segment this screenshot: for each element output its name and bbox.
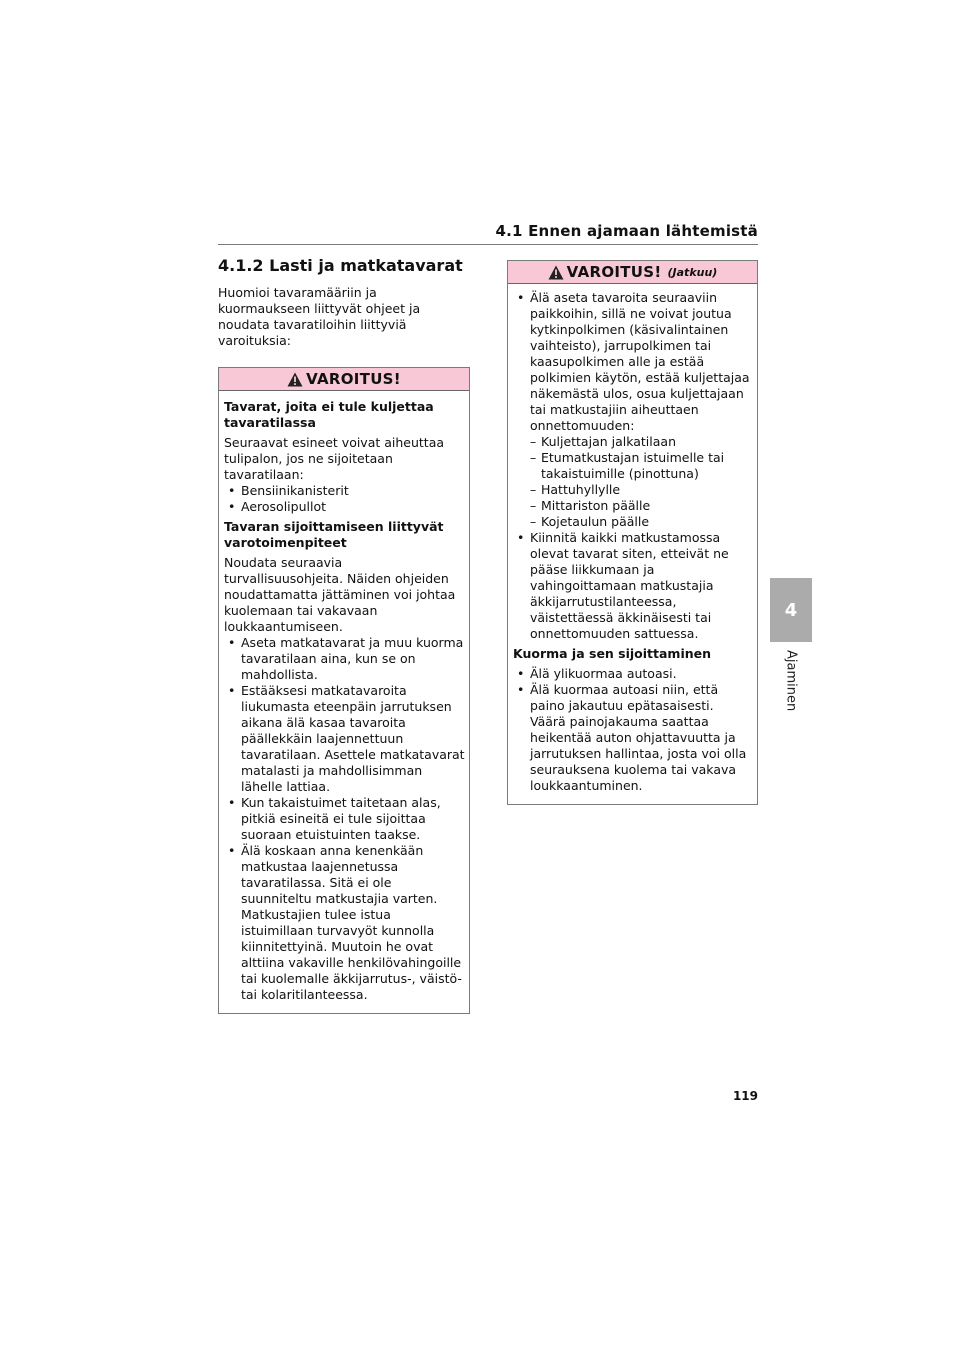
warning-box-continued bbox=[507, 260, 758, 805]
warning-triangle-icon bbox=[287, 372, 303, 387]
warning-subheading: Tavarat, joita ei tule kuljettaa tavaratilassa bbox=[224, 399, 434, 430]
sub-list-item: – Hattuhyllylle bbox=[530, 482, 753, 498]
warning-triangle-icon bbox=[548, 265, 564, 280]
list-item: • Älä ylikuormaa autoasi. bbox=[513, 666, 753, 682]
warning-paragraph: Seuraavat esineet voivat aiheuttaa tulipalon, jos ne sijoitetaan tavaratilaan: bbox=[224, 435, 445, 482]
running-header: 4.1 Ennen ajamaan lähtemistä bbox=[495, 222, 758, 240]
right-column bbox=[507, 260, 758, 805]
warning-header bbox=[508, 261, 757, 284]
sub-list-item: – Etumatkustajan istuimelle tai takaistuimille (pinottuna) bbox=[530, 450, 753, 482]
list-item: • Kun takaistuimet taitetaan alas, pitkiä esineitä ei tule sijoittaa suoraan etuistuinten taakse. bbox=[224, 795, 465, 843]
list-item: • Älä koskaan anna kenenkään matkustaa laajennetussa tavaratilassa. Sitä ei ole suunniteltu matkustajia varten. Matkustajien tulee istua istuimillaan turvavyöt kunnolla kiinnitettyinä. Muutoin he ovat alttiina vakaville henkilövahingoille tai kuolemalle äkkijarrutus-, väistö- tai kolaritilanteessa. bbox=[224, 843, 465, 1003]
list-item: • Aseta matkatavarat ja muu kuorma tavaratilaan aina, kun se on mahdollista. bbox=[224, 635, 465, 683]
warning-paragraph: Noudata seuraavia turvallisuusohjeita. Näiden ohjeiden noudattamatta jättäminen voi johtaa kuolemaan tai vakavaan loukkaantumiseen. bbox=[224, 555, 456, 634]
bullet-list bbox=[224, 635, 465, 1003]
chapter-label: Ajaminen bbox=[783, 650, 799, 712]
section-intro: Huomioi tavaramääriin ja kuormaukseen liittyvät ohjeet ja noudata tavaratiloihin liittyviä varoituksia: bbox=[218, 285, 421, 348]
bullet-list bbox=[513, 666, 753, 794]
list-item bbox=[513, 290, 753, 530]
sub-list-item: – Mittariston päälle bbox=[530, 498, 753, 514]
page-number: 119 bbox=[732, 1089, 758, 1103]
list-item: • Kiinnitä kaikki matkustamossa olevat tavarat siten, etteivät ne pääse liikkumaan ja vahingoittamaan matkustajia äkkijarrutustilanteessa, väistettäessä äkkinäisesti tai onnettomuuden sattuessa. bbox=[513, 530, 753, 642]
header-divider bbox=[218, 244, 758, 245]
warning-header bbox=[219, 368, 469, 391]
warning-label: VAROITUS! bbox=[306, 370, 401, 388]
left-column bbox=[218, 256, 470, 1014]
list-item: • Älä kuormaa autoasi niin, että paino jakautuu epätasaisesti. Väärä painojakauma saattaa heikentää auton ohjattavuutta ja jarrutuksen hallintaa, josta voi olla seurauksena kuolema tai vakava loukkaantuminen. bbox=[513, 682, 753, 794]
chapter-tab bbox=[770, 578, 812, 642]
sub-list-item: – Kuljettajan jalkatilaan bbox=[530, 434, 753, 450]
list-item: • Estääksesi matkatavaroita liukumasta eteenpäin jarrutuksen aikana älä kasaa tavaroita päällekkäin laajennettuun tavaratilaan. Asettele matkatavarat matalasti ja mahdollisimman lähelle lattiaa. bbox=[224, 683, 465, 795]
bullet-list bbox=[224, 483, 465, 515]
warning-box bbox=[218, 367, 470, 1014]
sub-list-item: – Kojetaulun päälle bbox=[530, 514, 753, 530]
warning-body bbox=[508, 284, 757, 794]
dash-list bbox=[530, 434, 753, 530]
bullet-list bbox=[513, 290, 753, 642]
warning-label: VAROITUS! bbox=[566, 263, 662, 281]
warning-subheading: Tavaran sijoittamiseen liittyvät varotoimenpiteet bbox=[224, 519, 444, 550]
list-item: • Aerosolipullot bbox=[224, 499, 465, 515]
warning-subheading: Kuorma ja sen sijoittaminen bbox=[513, 646, 712, 661]
list-item-text: Älä aseta tavaroita seuraaviin paikkoihin, sillä ne voivat joutua kytkinpolkimen (käsivalintainen vaihteisto), jarrupolkimen tai kaasupolkimen alle ja estää polkimien käytön, estää kuljettajaa näkemästä ulos, osua kuljettajaan tai matkustajiin aiheuttaen onnettomuuden: bbox=[530, 290, 750, 433]
chapter-number: 4 bbox=[784, 599, 798, 621]
list-item: • Bensiinikanisterit bbox=[224, 483, 465, 499]
warning-body bbox=[219, 391, 469, 1003]
section-title: 4.1.2 Lasti ja matkatavarat bbox=[218, 256, 463, 275]
continued-label: (Jatkuu) bbox=[667, 265, 718, 279]
